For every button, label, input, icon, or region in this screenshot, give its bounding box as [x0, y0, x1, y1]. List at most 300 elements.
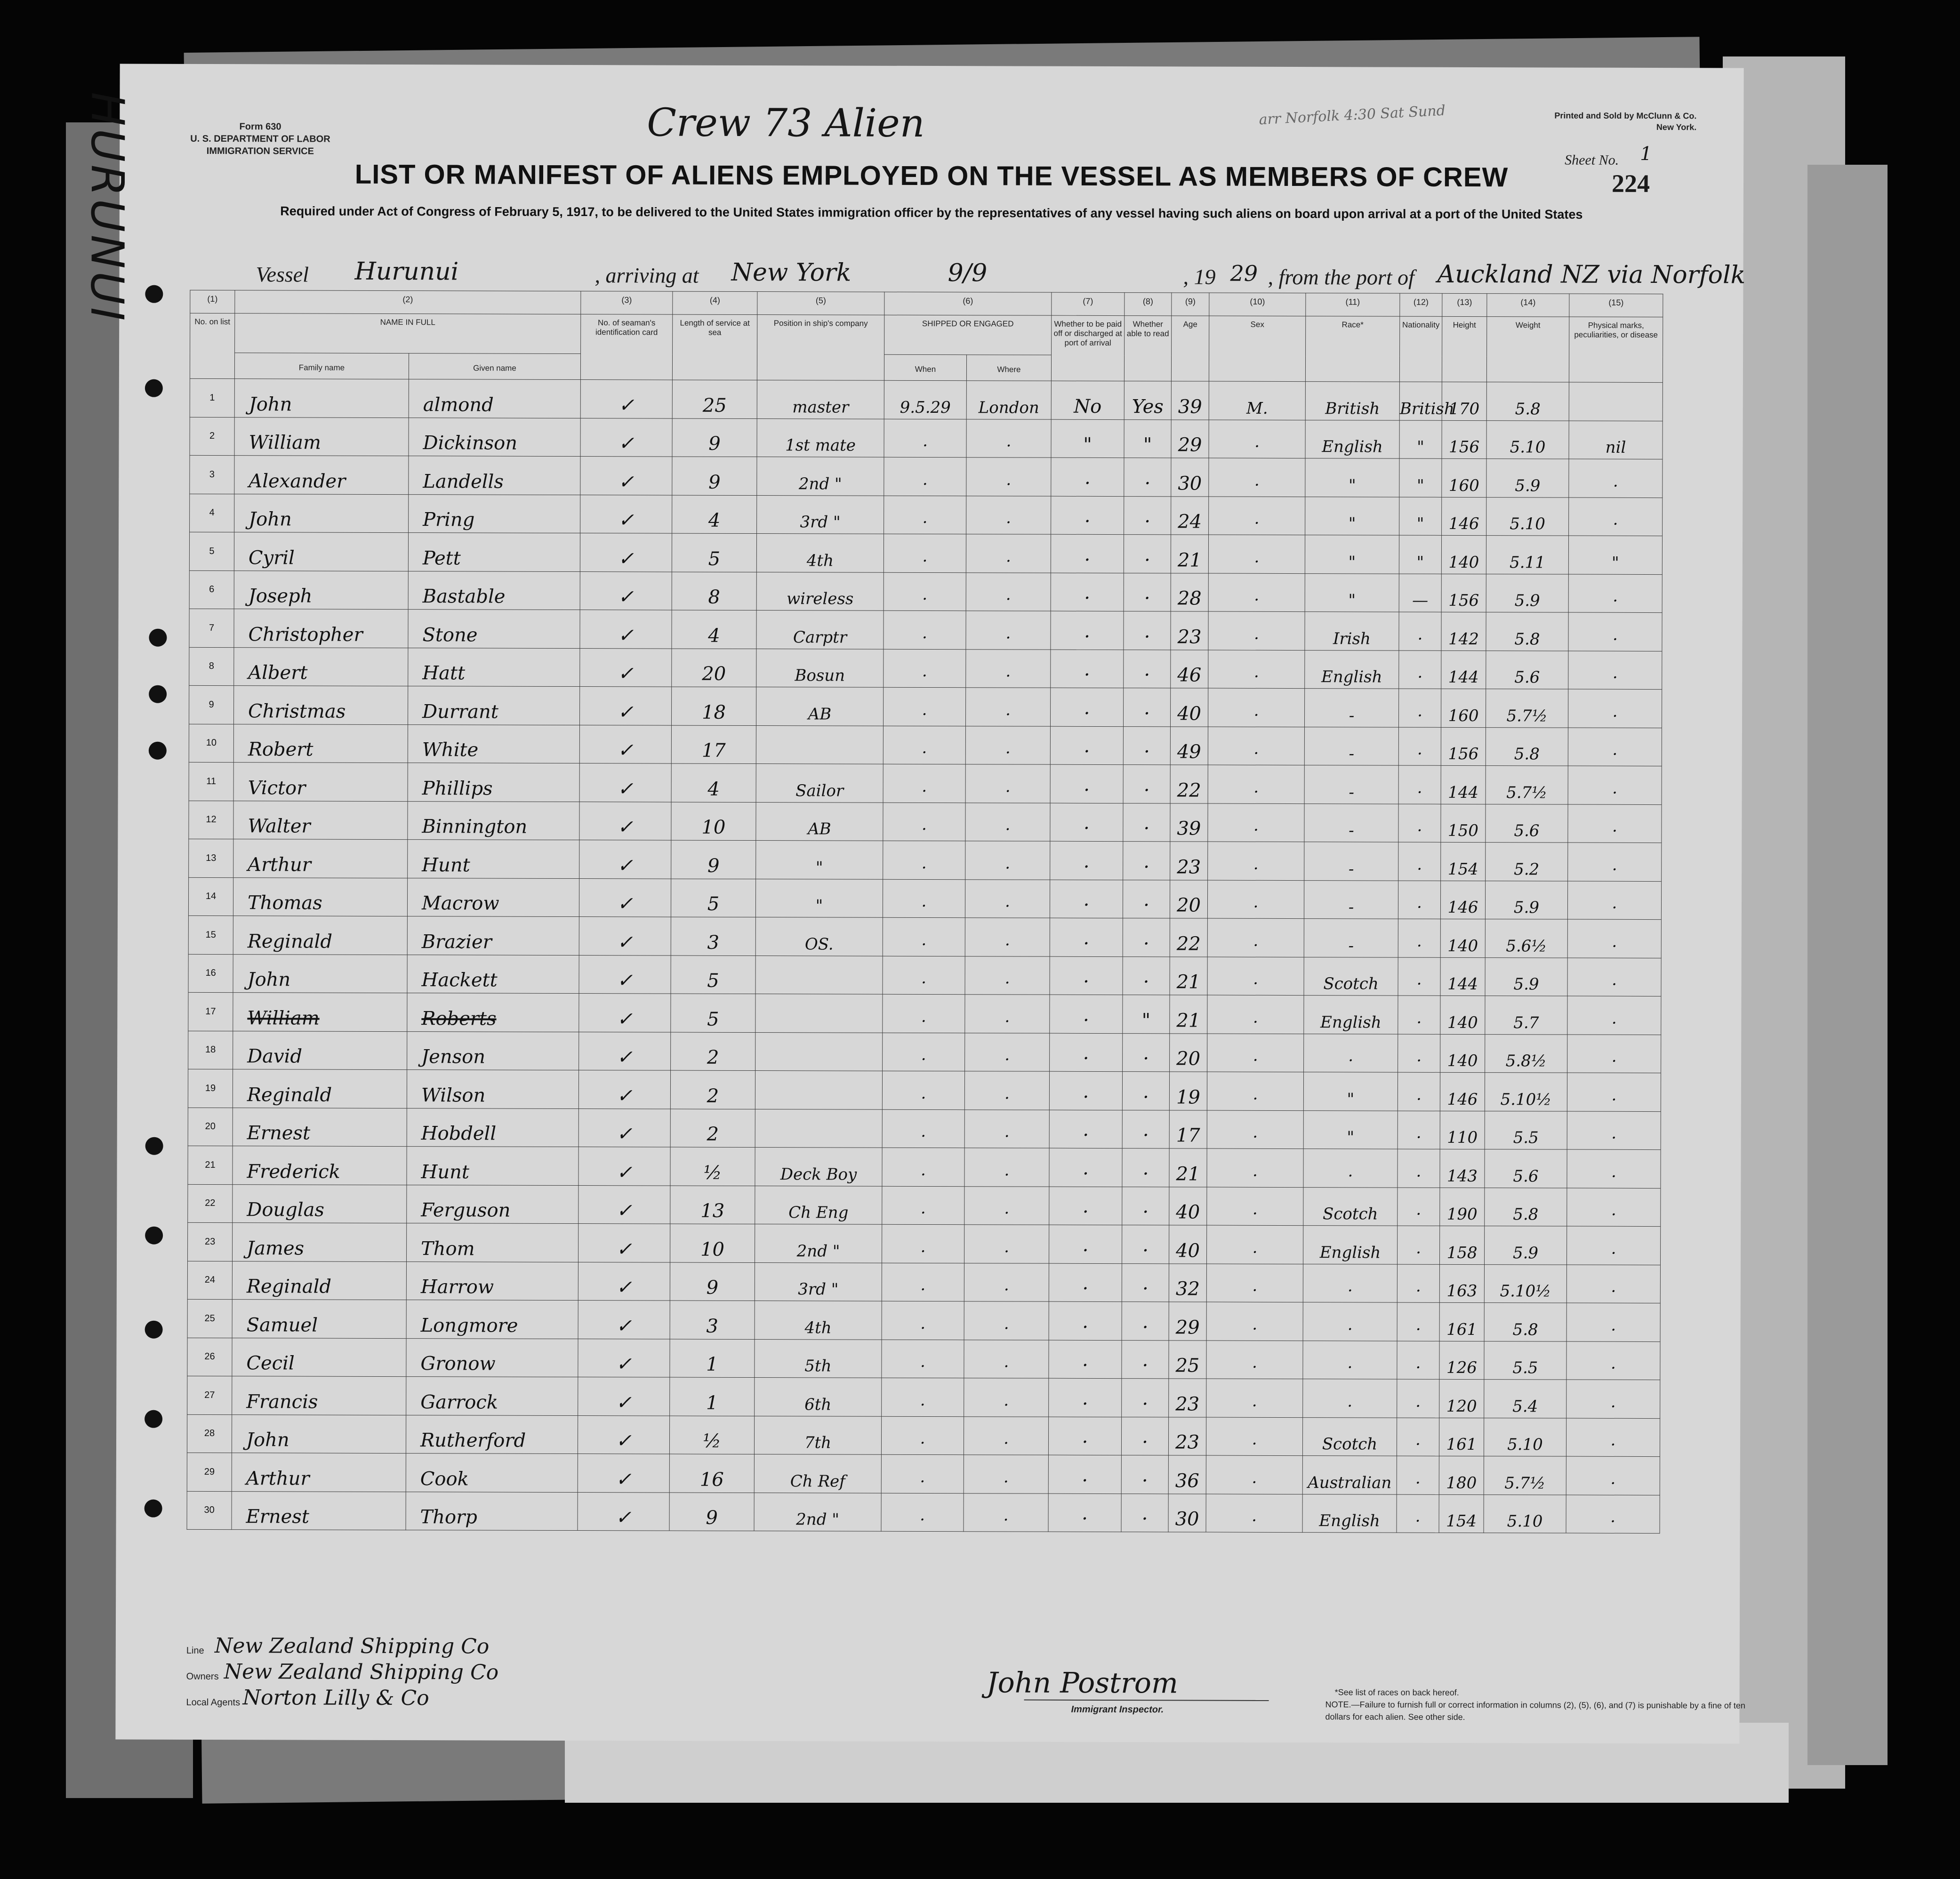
- colnum: (8): [1125, 293, 1172, 316]
- able-to-read-cell: ·: [1123, 765, 1170, 803]
- paid-off-cell: ·: [1048, 1417, 1121, 1455]
- sex-cell: ·: [1206, 1379, 1303, 1417]
- race-cell: ·: [1303, 1379, 1397, 1418]
- nationality-cell: ": [1399, 420, 1442, 459]
- table-row: [187, 1299, 1660, 1341]
- age-cell: 24: [1171, 496, 1209, 535]
- header-shipped-engaged: SHIPPED OR ENGAGED: [884, 315, 1052, 355]
- table-row: [187, 1491, 1660, 1534]
- header-when: When: [884, 354, 966, 380]
- shipped-where-cell: ·: [964, 1263, 1049, 1301]
- race-cell: English: [1302, 1494, 1397, 1533]
- given-name-cell: Hobdell: [407, 1108, 578, 1147]
- sex-cell: ·: [1206, 1494, 1302, 1533]
- page-subtitle: Required under Act of Congress of February 5, 1917, to be delivered to the United States immigration officer by the representatives of any vessel having such aliens on board upon arrival at a port of the United States: [280, 204, 1583, 222]
- card-tick-cell: ✓: [580, 457, 672, 495]
- paid-off-cell: ·: [1051, 573, 1124, 611]
- physical-marks-cell: ": [1568, 536, 1662, 574]
- given-name-cell: Thorp: [406, 1492, 578, 1530]
- weight-cell: 5.5: [1484, 1341, 1566, 1380]
- height-cell: 144: [1441, 650, 1486, 689]
- paid-off-cell: ·: [1048, 1494, 1121, 1532]
- race-cell: -: [1304, 727, 1398, 765]
- position-cell: 1st mate: [757, 418, 884, 457]
- row-number-cell: 15: [188, 915, 233, 954]
- shipped-where-cell: ·: [964, 1071, 1049, 1110]
- shipped-when-cell: ·: [884, 496, 966, 534]
- nationality-cell: ·: [1398, 727, 1441, 766]
- family-name-cell: Cyril: [234, 532, 408, 571]
- shipped-when-cell: ·: [884, 649, 966, 688]
- paid-off-cell: ·: [1050, 688, 1123, 726]
- height-cell: 161: [1439, 1302, 1484, 1341]
- given-name-cell: Longmore: [406, 1300, 578, 1339]
- family-name-cell: Albert: [234, 647, 408, 686]
- age-cell: 20: [1170, 1033, 1207, 1072]
- card-tick-cell: ✓: [580, 610, 672, 649]
- position-cell: 7th: [754, 1416, 881, 1454]
- position-cell: Bosun: [756, 649, 884, 687]
- card-tick-cell: ✓: [579, 994, 671, 1032]
- race-cell: English: [1304, 996, 1398, 1034]
- height-cell: 160: [1441, 689, 1486, 727]
- sex-cell: ·: [1207, 1225, 1303, 1264]
- family-name-cell: Ernest: [232, 1491, 406, 1530]
- age-cell: 30: [1171, 458, 1209, 497]
- able-to-read-cell: ·: [1123, 726, 1170, 765]
- length-of-service-cell: 1: [670, 1377, 755, 1416]
- able-to-read-cell: ·: [1122, 1302, 1169, 1341]
- paid-off-cell: ·: [1051, 611, 1124, 650]
- able-to-read-cell: ·: [1122, 1340, 1169, 1379]
- age-cell: 40: [1169, 1187, 1207, 1225]
- nationality-cell: ·: [1397, 1494, 1439, 1533]
- line-label: Line: [186, 1645, 204, 1656]
- able-to-read-cell: ·: [1124, 611, 1171, 650]
- length-of-service-cell: 16: [669, 1454, 754, 1493]
- table-row: [189, 685, 1662, 728]
- shipped-when-cell: ·: [884, 610, 966, 649]
- position-cell: Deck Boy: [755, 1148, 882, 1186]
- table-row: [188, 1184, 1661, 1227]
- physical-marks-cell: ·: [1567, 958, 1661, 996]
- physical-marks-cell: ·: [1566, 1265, 1660, 1303]
- given-name-cell: Hunt: [407, 1147, 578, 1185]
- length-of-service-cell: 2: [670, 1109, 755, 1148]
- paid-off-cell: ·: [1050, 918, 1123, 956]
- sex-cell: ·: [1207, 880, 1304, 919]
- row-number-cell: 21: [188, 1146, 233, 1184]
- row-number-cell: 20: [188, 1108, 233, 1146]
- age-cell: 23: [1171, 611, 1208, 650]
- length-of-service-cell: 18: [671, 687, 756, 725]
- height-cell: 190: [1440, 1188, 1485, 1226]
- row-number-cell: 12: [189, 801, 233, 839]
- shipped-where-cell: ·: [965, 841, 1050, 880]
- physical-marks-cell: ·: [1568, 843, 1662, 881]
- sex-cell: ·: [1207, 1072, 1303, 1110]
- family-name-cell: Ernest: [233, 1108, 407, 1146]
- sex-cell: ·: [1206, 1455, 1302, 1494]
- arrival-year: 29: [1230, 260, 1258, 286]
- family-name-cell: Joseph: [234, 570, 408, 609]
- age-cell: 39: [1171, 381, 1209, 420]
- race-cell: Scotch: [1302, 1417, 1397, 1456]
- able-to-read-cell: ·: [1121, 1494, 1168, 1532]
- nationality-cell: ·: [1398, 1188, 1440, 1226]
- sex-cell: ·: [1208, 727, 1304, 765]
- shipped-where-cell: ·: [965, 803, 1050, 841]
- row-number-cell: 10: [189, 724, 233, 763]
- family-name-cell: Samuel: [232, 1300, 406, 1338]
- card-tick-cell: ✓: [580, 533, 672, 572]
- height-cell: 140: [1441, 535, 1486, 574]
- race-cell: ": [1303, 1110, 1398, 1149]
- row-number-cell: 4: [190, 494, 234, 532]
- sex-cell: ·: [1207, 1148, 1303, 1187]
- card-tick-cell: ✓: [578, 1185, 670, 1224]
- able-to-read-cell: ·: [1124, 650, 1171, 688]
- race-cell: ": [1305, 497, 1399, 535]
- length-of-service-cell: 10: [670, 1224, 755, 1262]
- sex-cell: ·: [1207, 1110, 1303, 1149]
- weight-cell: 5.5: [1485, 1111, 1567, 1149]
- paid-off-cell: ·: [1049, 1340, 1122, 1379]
- age-cell: 23: [1170, 842, 1208, 880]
- length-of-service-cell: 9: [669, 1493, 754, 1531]
- row-number-cell: 13: [189, 839, 233, 877]
- position-cell: AB: [756, 687, 883, 726]
- height-cell: 126: [1439, 1341, 1484, 1380]
- shipped-where-cell: ·: [965, 918, 1050, 956]
- race-cell: English: [1305, 420, 1399, 458]
- shipped-where-cell: ·: [966, 419, 1051, 458]
- physical-marks-cell: nil: [1569, 421, 1663, 459]
- race-cell: English: [1305, 650, 1399, 689]
- arriving-port: New York: [731, 258, 851, 287]
- sex-cell: ·: [1208, 842, 1304, 880]
- position-cell: 4th: [756, 534, 884, 572]
- header-name-in-full: NAME IN FULL: [235, 313, 581, 354]
- position-cell: 4th: [755, 1301, 882, 1340]
- length-of-service-cell: 4: [671, 763, 756, 802]
- height-cell: 143: [1440, 1149, 1485, 1188]
- table-row: [190, 455, 1663, 498]
- colnum: (5): [757, 292, 884, 315]
- shipped-when-cell: ·: [882, 1301, 964, 1340]
- races-note: *See list of races on back hereof.: [1334, 1687, 1459, 1697]
- family-name-cell: Alexander: [234, 456, 409, 494]
- punch-hole: [145, 1500, 162, 1518]
- physical-marks-cell: ·: [1567, 996, 1661, 1035]
- stamp-number: 224: [1611, 169, 1650, 198]
- shipped-where-cell: ·: [964, 1340, 1049, 1378]
- sex-cell: ·: [1208, 803, 1304, 842]
- height-cell: 140: [1440, 996, 1485, 1034]
- row-number-cell: 6: [189, 570, 234, 609]
- paid-off-cell: ·: [1050, 995, 1123, 1033]
- nationality-cell: ·: [1398, 1111, 1440, 1149]
- physical-marks-cell: ·: [1566, 1341, 1660, 1380]
- race-cell: ·: [1303, 1264, 1397, 1302]
- race-cell: Irish: [1305, 612, 1399, 650]
- table-row: [188, 915, 1661, 958]
- colnum: (2): [235, 290, 581, 314]
- nationality-cell: ·: [1398, 804, 1441, 843]
- paid-off-cell: ·: [1050, 956, 1123, 995]
- position-cell: ": [755, 879, 883, 917]
- position-cell: [755, 994, 883, 1033]
- weight-cell: 5.4: [1484, 1380, 1566, 1418]
- race-cell: ·: [1303, 1149, 1398, 1188]
- position-cell: Carptr: [756, 610, 884, 649]
- family-name-cell: William: [233, 993, 407, 1031]
- nationality-cell: ": [1399, 535, 1441, 574]
- able-to-read-cell: ·: [1121, 1417, 1168, 1455]
- sex-cell: ·: [1207, 918, 1304, 957]
- weight-cell: 5.10: [1486, 497, 1569, 536]
- paid-off-cell: ·: [1051, 458, 1124, 496]
- age-cell: 29: [1169, 1302, 1206, 1341]
- able-to-read-cell: ·: [1122, 1072, 1169, 1110]
- shipped-when-cell: 9.5.29: [884, 380, 966, 419]
- family-name-cell: Frederick: [233, 1146, 407, 1185]
- length-of-service-cell: 5: [671, 994, 755, 1032]
- card-tick-cell: ✓: [579, 687, 671, 725]
- shipped-where-cell: ·: [965, 879, 1050, 918]
- age-cell: 36: [1168, 1455, 1206, 1494]
- weight-cell: 5.9: [1485, 957, 1567, 996]
- race-cell: English: [1303, 1226, 1397, 1264]
- table-row: [188, 1146, 1661, 1188]
- table-row: [187, 1376, 1660, 1418]
- table-row: [189, 647, 1662, 690]
- year-prefix: , 19: [1183, 265, 1216, 289]
- given-name-cell: Dickinson: [409, 418, 580, 456]
- header-race: Race*: [1305, 316, 1399, 382]
- weight-cell: 5.8: [1486, 382, 1569, 421]
- family-name-cell: James: [233, 1223, 407, 1261]
- length-of-service-cell: 4: [672, 495, 757, 534]
- weight-cell: 5.10½: [1484, 1264, 1566, 1303]
- header-no-on-list: No. on list: [190, 313, 234, 378]
- shipped-where-cell: ·: [966, 534, 1051, 573]
- physical-marks-cell: ·: [1566, 1303, 1660, 1341]
- shipped-when-cell: ·: [884, 534, 966, 572]
- given-name-cell: Brazier: [407, 916, 579, 955]
- weight-cell: 5.6: [1486, 650, 1568, 689]
- shipped-where-cell: ·: [964, 1301, 1049, 1340]
- length-of-service-cell: 17: [671, 725, 756, 764]
- given-name-cell: Hackett: [407, 955, 579, 993]
- table-row: [188, 954, 1661, 996]
- table-row: [187, 1414, 1660, 1457]
- able-to-read-cell: ·: [1122, 1148, 1169, 1187]
- table-row: [187, 1261, 1660, 1303]
- height-cell: 180: [1439, 1456, 1484, 1494]
- punch-hole: [149, 629, 167, 647]
- shipped-when-cell: ·: [882, 1263, 964, 1301]
- card-tick-cell: ✓: [579, 763, 671, 802]
- card-tick-cell: ✓: [578, 1147, 670, 1186]
- margin-vessel-name: HURUNUI: [80, 92, 134, 324]
- card-tick-cell: ✓: [578, 1301, 670, 1339]
- manifest-page: [80, 64, 1746, 1743]
- nationality-cell: ·: [1398, 919, 1440, 957]
- card-tick-cell: ✓: [578, 1224, 670, 1262]
- length-of-service-cell: 3: [671, 917, 755, 956]
- card-tick-cell: ✓: [578, 1377, 670, 1416]
- page-title: LIST OR MANIFEST OF ALIENS EMPLOYED ON THE VESSEL AS MEMBERS OF CREW: [354, 159, 1509, 193]
- row-number-cell: 22: [188, 1184, 233, 1223]
- physical-marks-cell: ·: [1568, 689, 1662, 728]
- vessel-label: Vessel: [256, 262, 309, 287]
- paid-off-cell: ·: [1049, 1225, 1122, 1263]
- height-cell: 154: [1439, 1494, 1484, 1533]
- shipped-where-cell: ·: [964, 1148, 1049, 1187]
- length-of-service-cell: 13: [670, 1186, 755, 1224]
- printer-credit: [1554, 110, 1696, 133]
- line-value: New Zealand Shipping Co: [214, 1634, 490, 1659]
- paid-off-cell: ": [1051, 419, 1124, 458]
- colnum: (11): [1306, 293, 1400, 317]
- from-port: Auckland NZ via Norfolk: [1437, 260, 1746, 289]
- sex-cell: ·: [1207, 995, 1304, 1034]
- length-of-service-cell: 9: [672, 457, 757, 495]
- nationality-cell: ·: [1398, 689, 1441, 727]
- given-name-cell: almond: [409, 379, 580, 418]
- family-name-cell: Reginald: [233, 916, 407, 955]
- paid-off-cell: ·: [1050, 803, 1123, 842]
- paid-off-cell: ·: [1051, 650, 1124, 688]
- given-name-cell: Pett: [408, 533, 580, 571]
- weight-cell: 5.7½: [1484, 1456, 1566, 1495]
- sex-cell: ·: [1208, 765, 1304, 803]
- card-tick-cell: ✓: [580, 571, 672, 610]
- row-number-cell: 23: [188, 1222, 233, 1261]
- age-cell: 30: [1168, 1494, 1206, 1532]
- header-weight: Weight: [1486, 317, 1569, 382]
- family-name-cell: Walter: [233, 801, 408, 839]
- physical-marks-cell: ·: [1567, 1149, 1661, 1188]
- able-to-read-cell: ·: [1122, 1263, 1169, 1302]
- position-cell: [755, 1032, 883, 1071]
- able-to-read-cell: ·: [1123, 842, 1170, 880]
- race-cell: -: [1304, 803, 1398, 842]
- card-tick-cell: ✓: [579, 878, 671, 917]
- card-tick-cell: ✓: [579, 917, 671, 956]
- shipped-when-cell: ·: [882, 1148, 964, 1186]
- given-name-cell: Stone: [408, 610, 580, 648]
- length-of-service-cell: 1: [670, 1339, 755, 1378]
- age-cell: 29: [1171, 419, 1209, 458]
- shipped-when-cell: ·: [883, 764, 965, 803]
- table-row: [188, 1108, 1661, 1150]
- printer-city: New York.: [1656, 122, 1697, 132]
- row-number-cell: 28: [187, 1414, 232, 1453]
- punch-hole: [149, 685, 167, 703]
- given-name-cell: Gronow: [406, 1338, 578, 1377]
- physical-marks-cell: ·: [1568, 651, 1662, 690]
- shipped-where-cell: ·: [966, 458, 1051, 496]
- colnum: (10): [1209, 293, 1306, 316]
- header-paid-off: Whether to be paid off or discharged at port of arrival: [1051, 315, 1124, 381]
- header-position: Position in ship's company: [757, 315, 884, 381]
- weight-cell: 5.6½: [1485, 919, 1567, 958]
- colnum: (13): [1442, 293, 1487, 316]
- able-to-read-cell: ·: [1122, 1110, 1169, 1148]
- given-name-cell: Jenson: [407, 1031, 579, 1070]
- physical-marks-cell: ·: [1567, 881, 1661, 920]
- race-cell: ": [1305, 535, 1399, 574]
- nationality-cell: ·: [1398, 881, 1440, 919]
- colnum: (3): [581, 291, 673, 315]
- position-cell: AB: [756, 802, 883, 841]
- physical-marks-cell: ·: [1568, 766, 1662, 804]
- card-tick-cell: ✓: [578, 1262, 670, 1301]
- nationality-cell: ·: [1397, 1302, 1439, 1341]
- weight-cell: 5.11: [1486, 536, 1568, 574]
- header-age: Age: [1171, 316, 1209, 381]
- length-of-service-cell: 5: [671, 879, 755, 917]
- race-cell: ": [1303, 1072, 1398, 1111]
- family-name-cell: Francis: [232, 1376, 406, 1415]
- given-name-cell: Thom: [407, 1223, 578, 1262]
- shipped-when-cell: ·: [883, 803, 965, 841]
- shipped-where-cell: ·: [964, 1416, 1048, 1455]
- table-row: [190, 494, 1663, 536]
- table-row: [187, 1453, 1660, 1495]
- family-name-cell: John: [233, 954, 407, 993]
- race-cell: -: [1304, 880, 1398, 919]
- position-cell: wireless: [756, 572, 884, 610]
- shipped-when-cell: ·: [884, 457, 966, 496]
- weight-cell: 5.7: [1485, 996, 1567, 1035]
- height-cell: 140: [1440, 919, 1485, 957]
- vessel-name: Hurunui: [354, 257, 459, 286]
- nationality-cell: ·: [1398, 957, 1440, 996]
- height-cell: 156: [1442, 420, 1486, 459]
- length-of-service-cell: 4: [672, 610, 756, 649]
- age-cell: 21: [1171, 535, 1208, 573]
- position-cell: 2nd ": [757, 457, 884, 496]
- paid-off-cell: ·: [1049, 1148, 1122, 1187]
- shipped-where-cell: ·: [964, 1225, 1049, 1263]
- sex-cell: M.: [1209, 381, 1305, 420]
- length-of-service-cell: 8: [672, 572, 756, 610]
- height-cell: 146: [1442, 497, 1486, 536]
- physical-marks-cell: ·: [1567, 1188, 1661, 1227]
- shipped-when-cell: ·: [884, 572, 966, 611]
- shipped-where-cell: ·: [966, 496, 1051, 534]
- age-cell: 49: [1170, 726, 1208, 765]
- able-to-read-cell: ·: [1124, 573, 1171, 611]
- footer-notes: [1325, 1686, 1772, 1724]
- given-name-cell: White: [408, 724, 579, 763]
- row-number-cell: 25: [187, 1299, 232, 1338]
- sex-cell: ·: [1206, 1341, 1303, 1379]
- position-cell: Sailor: [756, 764, 883, 803]
- age-cell: 21: [1169, 1148, 1207, 1187]
- punch-hole: [145, 1137, 163, 1155]
- row-number-cell: 7: [189, 609, 234, 647]
- colnum: (15): [1569, 294, 1663, 317]
- table-row: [190, 417, 1663, 459]
- nationality-cell: ": [1399, 497, 1442, 536]
- punch-hole: [145, 285, 163, 303]
- position-cell: Ch Eng: [755, 1186, 882, 1224]
- shipped-when-cell: ·: [883, 917, 965, 956]
